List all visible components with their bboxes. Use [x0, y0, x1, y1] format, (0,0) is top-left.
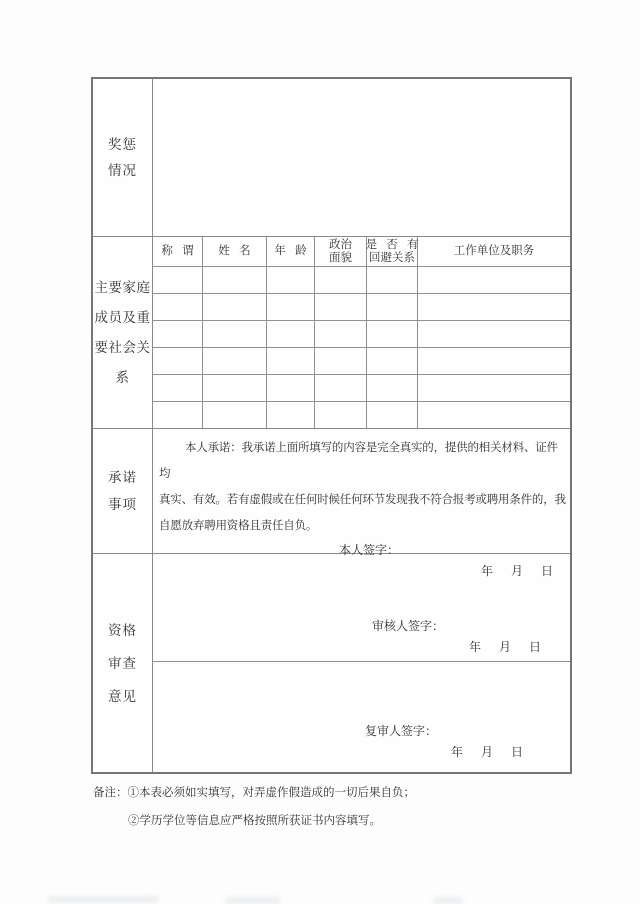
self-signature-label: 本人签字： [339, 543, 400, 557]
family-cell-age [267, 375, 315, 401]
rewards-label-line: 情况 [108, 162, 137, 178]
notes [93, 779, 573, 835]
commitment-label-line: 事项 [108, 497, 137, 512]
family-cell-political [315, 321, 367, 347]
family-cell-workplace [418, 321, 570, 347]
self-signature-date: 年 月 日 [480, 564, 556, 578]
family-header-name: 姓 名 [203, 237, 267, 266]
family-row [153, 267, 570, 294]
review-label-line: 意见 [108, 688, 137, 704]
application-form-table [91, 77, 572, 774]
family-row [153, 294, 570, 321]
second-review-cell [153, 662, 570, 772]
family-row [153, 375, 570, 402]
review-label-line: 资格 [108, 622, 137, 638]
family-header-row [153, 237, 570, 267]
family-cell-avoidance [367, 294, 418, 320]
commitment-label-line: 承诺 [108, 470, 137, 485]
family-header-age: 年 龄 [267, 237, 315, 266]
family-cell-political [315, 267, 367, 293]
note-line-2: ②学历学位等信息应严格按照所获证书内容填写。 [128, 815, 381, 827]
scan-artifact [225, 897, 280, 904]
family-cell-workplace [418, 267, 570, 293]
family-label-line: 成员及重 [94, 309, 151, 325]
family-cell-political [315, 294, 367, 320]
commitment-body-line: 自愿放弃聘用资格且责任自负。 [159, 520, 318, 532]
family-cell-age [267, 348, 315, 374]
family-cell-age [267, 294, 315, 320]
family-cell-avoidance [367, 348, 418, 374]
family-cell-workplace [418, 402, 570, 429]
family-cell-workplace [418, 375, 570, 401]
family-header-relation: 称 谓 [153, 237, 203, 266]
second-reviewer-signature-label: 复审人签字： [365, 724, 438, 738]
family-empty-rows [153, 267, 570, 429]
scan-artifact [48, 896, 158, 903]
family-cell-political [315, 348, 367, 374]
first-review-date: 年 月 日 [468, 640, 544, 654]
family-cell-avoidance [367, 375, 418, 401]
family-cell-name [203, 294, 267, 320]
family-cell-name [203, 267, 267, 293]
family-row [153, 321, 570, 348]
family-row [153, 402, 570, 429]
commitment-body [153, 429, 570, 539]
family-cell-avoidance [367, 402, 418, 429]
family-cell-avoidance [367, 267, 418, 293]
family-cell-relation [153, 294, 203, 320]
second-review-date: 年 月 日 [450, 745, 526, 759]
family-cell-workplace [418, 294, 570, 320]
review-label-line: 审查 [108, 655, 137, 671]
family-label-line: 主要家庭 [94, 279, 151, 295]
family-cell-age [267, 402, 315, 429]
family-cell-age [267, 267, 315, 293]
family-label [93, 237, 153, 428]
commitment-label [93, 429, 153, 553]
rewards-label [93, 79, 153, 236]
family-header-avoidance: 是 否 有 回避关系 [367, 237, 418, 266]
commitment-body-line: 真实、有效。若有虚假或在任何时候任何环节发现我不符合报考或聘用条件的，我 [159, 494, 566, 506]
family-cell-political [315, 402, 367, 429]
family-cell-age [267, 321, 315, 347]
commitment-section [93, 429, 570, 578]
review-section [93, 554, 570, 772]
family-cell-workplace [418, 348, 570, 374]
first-reviewer-signature-label: 审核人签字： [372, 619, 445, 633]
commitment-body-line: 本人承诺：我承诺上面所填写的内容是完全真实的，提供的相关材料、证件均 [159, 442, 558, 480]
family-cell-name [203, 348, 267, 374]
note-line-1: 备注：①本表必须如实填写，对弄虚作假造成的一切后果自负； [93, 787, 415, 799]
family-cell-relation [153, 348, 203, 374]
family-header-political: 政治 面貌 [315, 237, 367, 266]
family-cell-avoidance [367, 321, 418, 347]
family-cell-name [203, 321, 267, 347]
family-cell-relation [153, 267, 203, 293]
rewards-section [93, 79, 570, 237]
family-cell-relation [153, 375, 203, 401]
family-cell-relation [153, 402, 203, 429]
family-cell-name [203, 402, 267, 429]
family-header-workplace: 工作单位及职务 [453, 245, 535, 257]
review-label [93, 554, 153, 772]
rewards-label-line: 奖惩 [108, 136, 137, 152]
family-cell-name [203, 375, 267, 401]
first-review-cell [153, 554, 570, 662]
family-cell-political [315, 375, 367, 401]
family-section [93, 237, 570, 429]
family-table [153, 237, 570, 429]
family-cell-relation [153, 321, 203, 347]
family-label-line: 系 [115, 369, 130, 385]
family-row [153, 348, 570, 375]
scan-artifact [433, 897, 463, 904]
family-label-line: 要社会关 [94, 339, 151, 355]
rewards-content-cell [153, 79, 570, 236]
